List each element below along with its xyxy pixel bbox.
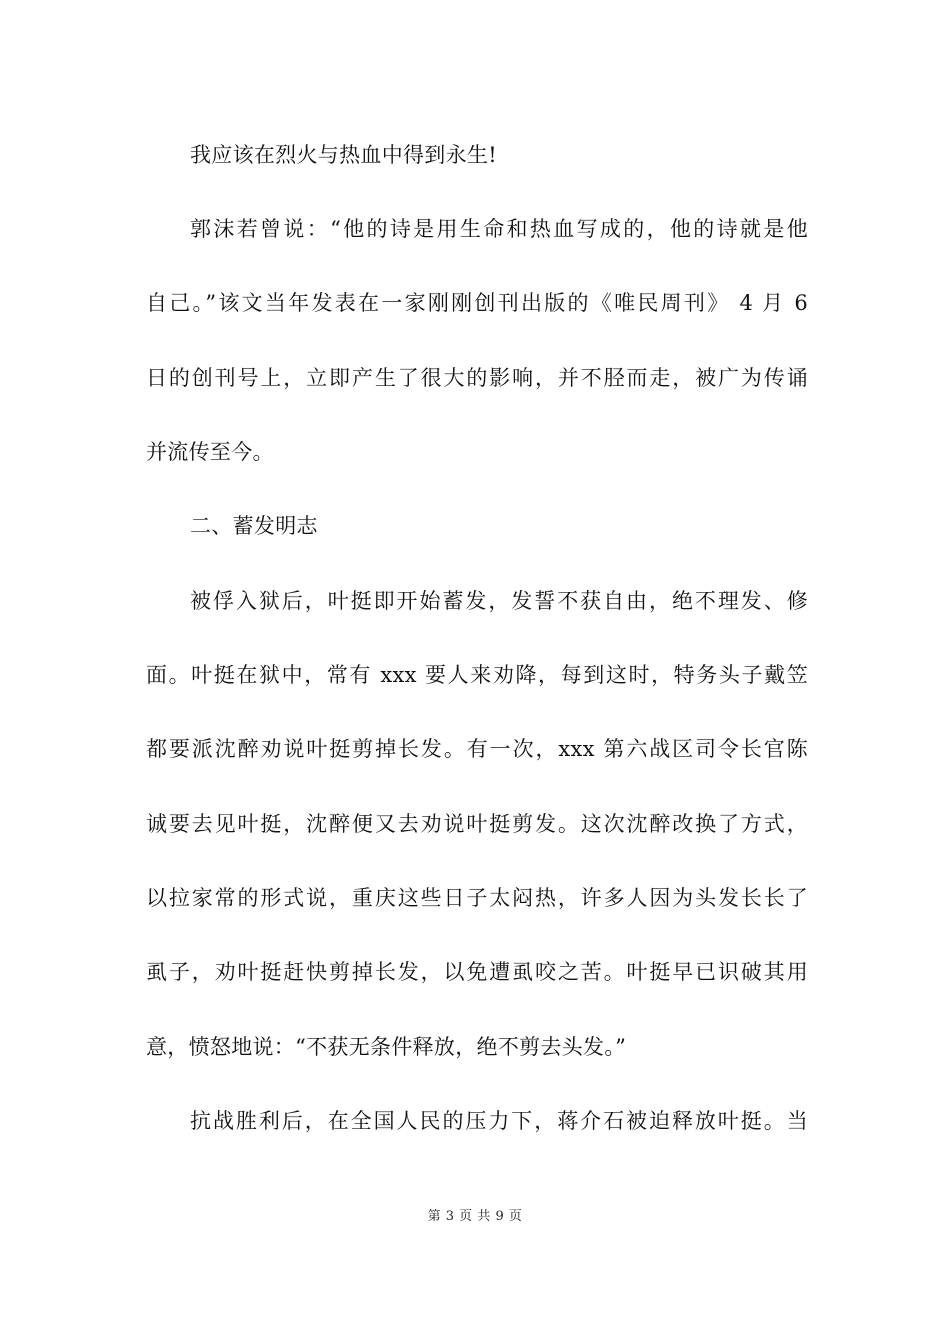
paragraph-line-3: 自己。”该文当年发表在一家刚刚创刊出版的《唯民周刊》 4 月 6 (146, 291, 808, 315)
paragraph-line-2: 郭沫若曾说：“他的诗是用生命和热血写成的，他的诗就是他 (190, 217, 808, 241)
paragraph-line-1: 我应该在烈火与热血中得到永生! (190, 143, 497, 167)
paragraph-line-12: 虱子，劝叶挺赶快剪掉长发，以免遭虱咬之苦。叶挺早已识破其用 (146, 960, 808, 984)
paragraph-line-9: 都要派沈醉劝说叶挺剪掉长发。有一次，xxx 第六战区司令长官陈 (146, 737, 808, 761)
paragraph-line-7: 被俘入狱后，叶挺即开始蓄发，发誓不获自由，绝不理发、修 (190, 589, 808, 613)
paragraph-line-11: 以拉家常的形式说，重庆这些日子太闷热，许多人因为头发长长了 (146, 886, 808, 910)
paragraph-line-5: 并流传至今。 (146, 440, 274, 464)
paragraph-line-13: 意，愤怒地说：“不获无条件释放，绝不剪去头发。” (146, 1035, 627, 1059)
paragraph-line-10: 诚要去见叶挺，沈醉便又去劝说叶挺剪发。这次沈醉改换了方式， (146, 812, 808, 836)
page-number-footer: 第 3 页 共 9 页 (427, 1209, 523, 1224)
paragraph-line-8: 面。叶挺在狱中，常有 xxx 要人来劝降，每到这时，特务头子戴笠 (146, 663, 808, 687)
section-heading: 二、蓄发明志 (190, 514, 318, 538)
paragraph-line-4: 日的创刊号上，立即产生了很大的影响，并不胫而走，被广为传诵 (146, 366, 808, 390)
paragraph-line-14: 抗战胜利后，在全国人民的压力下，蒋介石被迫释放叶挺。当 (190, 1109, 808, 1133)
